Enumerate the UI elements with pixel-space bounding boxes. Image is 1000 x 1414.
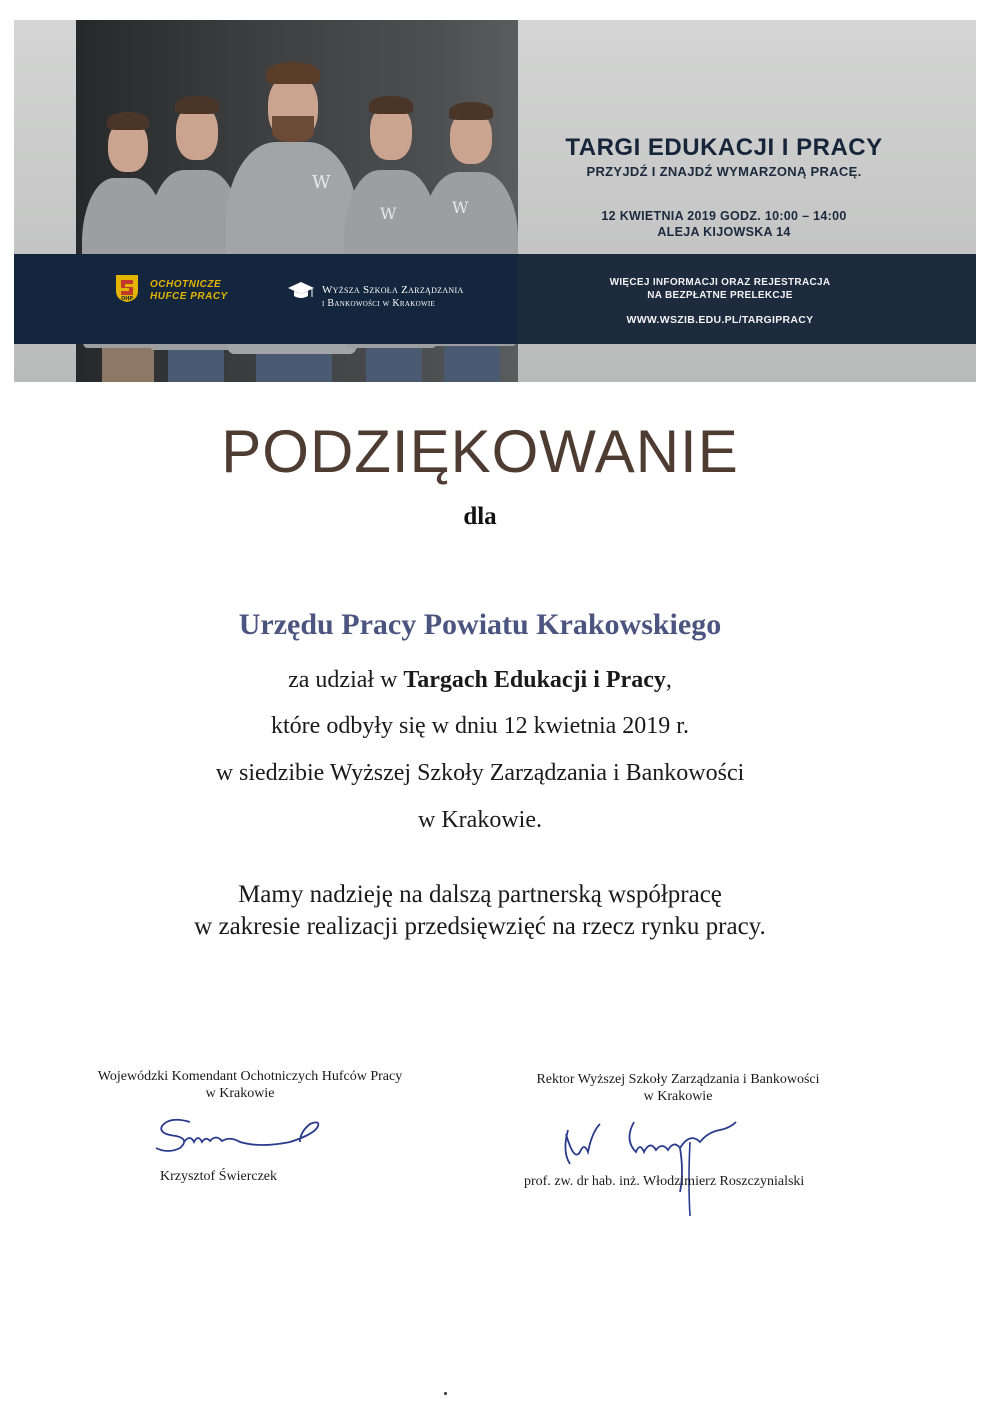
beard <box>272 116 314 142</box>
event-place: ALEJA KIJOWSKA 14 <box>657 225 791 239</box>
right-role-line1: Rektor Wyższej Szkoły Zarządzania i Bankowości <box>536 1072 820 1087</box>
closing-line1: Mamy nadzieję na dalszą partnerską współpracę <box>238 881 722 908</box>
participation-pre: za udział w <box>288 667 404 693</box>
for-label: dla <box>463 503 497 530</box>
right-signatory-role <box>500 1071 856 1105</box>
participation-line <box>0 667 960 694</box>
recipient-name: Urzędu Pracy Powiatu Krakowskiego <box>238 608 722 641</box>
ohp-badge-text: OHP <box>120 296 134 302</box>
shirt-logo-text: W <box>312 172 331 193</box>
school-line2: i Bankowości w Krakowie <box>322 298 436 309</box>
certificate-title: PODZIĘKOWANIE <box>221 418 739 485</box>
event-title: TARGI EDUKACJI I PRACY <box>565 134 883 161</box>
left-role-line2: w Krakowie <box>205 1086 275 1101</box>
ohp-line2: HUFCE PRACY <box>150 291 228 302</box>
ohp-logo-icon <box>112 273 142 303</box>
left-signatory-name: Krzysztof Świerczek <box>160 1169 278 1184</box>
ohp-line1: OCHOTNICZE <box>150 279 222 290</box>
graduation-cap-icon <box>287 280 315 302</box>
right-signature-image <box>540 1112 760 1222</box>
registration-info <box>570 276 870 327</box>
info-line2: NA BEZPŁATNE PRELEKCJE <box>647 290 793 301</box>
participation-post: , <box>665 667 672 693</box>
left-role-line1: Wojewódzki Komendant Ochotniczych Hufców Pracy <box>97 1069 403 1084</box>
info-line1: WIĘCEJ INFORMACJI ORAZ REJESTRACJA <box>609 277 831 288</box>
left-signatory-role <box>60 1068 440 1102</box>
city-line: w Krakowie. <box>418 807 542 833</box>
ohp-name <box>150 279 270 303</box>
right-role-line2: w Krakowie <box>643 1089 713 1104</box>
left-signature-image <box>150 1112 330 1160</box>
event-date: 12 KWIETNIA 2019 GODZ. 10:00 – 14:00 <box>601 209 847 223</box>
date-line: które odbyły się w dniu 12 kwietnia 2019 r. <box>271 713 689 739</box>
school-line1: Wyższa Szkoła Zarządzania <box>322 284 464 296</box>
shirt-logo-text: W <box>452 198 469 217</box>
scan-speck <box>444 1392 447 1395</box>
event-name-bold: Targach Edukacji i Pracy <box>403 667 666 693</box>
event-subtitle: PRZYJDŹ I ZNAJDŹ WYMARZONĄ PRACĘ. <box>586 164 862 179</box>
closing-line2: w zakresie realizacji przedsięwzięć na rzecz rynku pracy. <box>194 913 766 940</box>
shirt-logo-text: W <box>380 204 397 223</box>
info-url[interactable]: WWW.WSZIB.EDU.PL/TARGIPRACY <box>626 314 814 326</box>
school-name <box>322 283 522 311</box>
event-banner <box>14 20 976 382</box>
right-signatory-name: prof. zw. dr hab. inż. Włodzimierz Roszczynialski <box>524 1174 805 1189</box>
venue-line: w siedzibie Wyższej Szkoły Zarządzania i Bankowości <box>215 760 745 786</box>
